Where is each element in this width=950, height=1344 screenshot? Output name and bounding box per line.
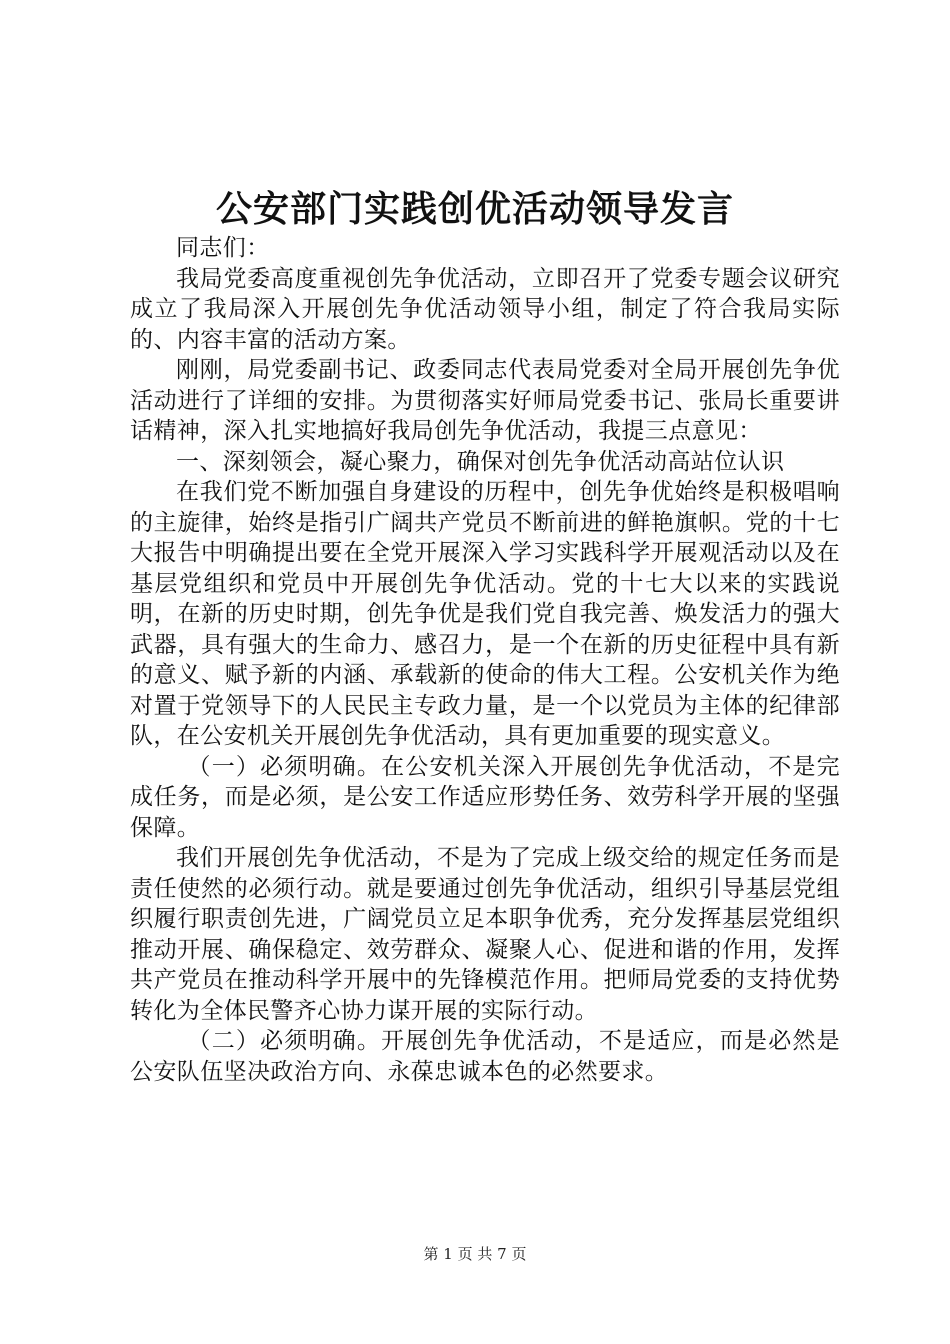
- document-title: 公安部门实践创优活动领导发言: [215, 188, 734, 230]
- sub-heading-paragraph: （一）必须明确。在公安机关深入开展创先争优活动，不是完成任务，而是必须，是公安工作适应形势任务、效劳科学开展的坚强保障。: [130, 753, 840, 841]
- paragraph: 在我们党不断加强自身建设的历程中，创先争优始终是积极唱响的主旋律，始终是指引广阔共产党员不断前进的鲜艳旗帜。党的十七大报告中明确提出要在全党开展深入学习实践科学开展观活动以及在基层党组织和党员中开展创先争优活动。党的十七大以来的实践说明，在新的历史时期，创先争优是我们党自我完善、焕发活力的强大武器，具有强大的生命力、感召力，是一个在新的历史征程中具有新的意义、赋予新的内涵、承载新的使命的伟大工程。公安机关作为绝对置于党领导下的人民民主专政力量，是一个以党员为主体的纪律部队，在公安机关开展创先争优活动，具有更加重要的现实意义。: [130, 479, 840, 749]
- section-heading: 一、深刻领会，凝心聚力，确保对创先争优活动高站位认识: [176, 448, 785, 475]
- page-footer: 第 1 页 共 7 页: [423, 1245, 527, 1263]
- document-body: [130, 233, 840, 1087]
- paragraph: 我局党委高度重视创先争优活动，立即召开了党委专题会议研究成立了我局深入开展创先争优活动领导小组，制定了符合我局实际的、内容丰富的活动方案。: [130, 265, 840, 353]
- salutation: 同志们：: [176, 235, 270, 261]
- paragraph: 我们开展创先争优活动，不是为了完成上级交给的规定任务而是责任使然的必须行动。就是要通过创先争优活动，组织引导基层党组织履行职责创先进，广阔党员立足本职争优秀，充分发挥基层党组织推动开展、确保稳定、效劳群众、凝聚人心、促进和谐的作用，发挥共产党员在推动科学开展中的先锋模范作用。把师局党委的支持优势转化为全体民警齐心协力谋开展的实际行动。: [130, 845, 840, 1024]
- paragraph: 刚刚，局党委副书记、政委同志代表局党委对全局开展创先争优活动进行了详细的安排。为贯彻落实好师局党委书记、张局长重要讲话精神，深入扎实地搞好我局创先争优活动，我提三点意见：: [130, 357, 840, 444]
- sub-heading-paragraph: （二）必须明确。开展创先争优活动，不是适应，而是必然是公安队伍坚决政治方向、永葆忠诚本色的必然要求。: [130, 1028, 840, 1085]
